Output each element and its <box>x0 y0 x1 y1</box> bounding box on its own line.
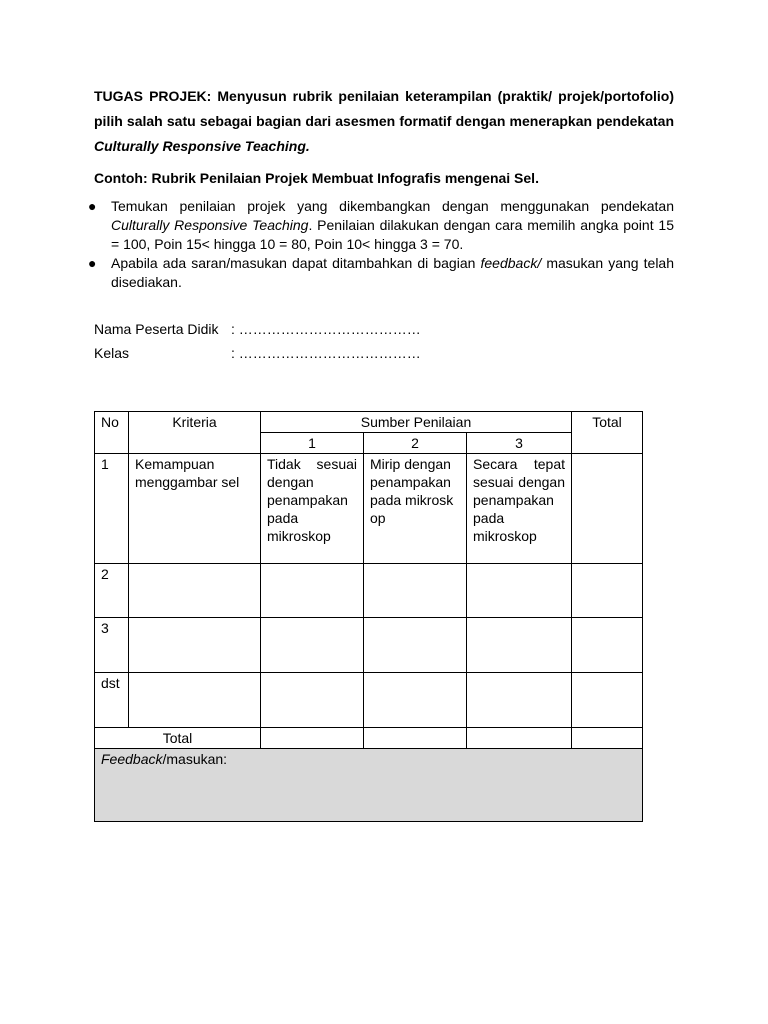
document-page <box>88 84 675 365</box>
task-emphasis: Culturally Responsive Teaching. <box>94 138 310 154</box>
table-row: 1 Kemampuan menggambar sel Tidak sesuai dengan penampakan pada mikroskop Mirip dengan penampakan pada mikroskop Secara tepat sesuai dengan penampakan pada mikroskop <box>95 454 643 564</box>
header-criteria: Kriteria <box>129 412 261 454</box>
rubric-table <box>94 411 643 822</box>
feedback-box: Feedback/masukan: <box>95 749 643 822</box>
header-total: Total <box>572 412 643 454</box>
table-row: 2 <box>95 564 643 618</box>
header-no: No <box>95 412 129 454</box>
task-text: Menyusun rubrik penilaian keterampilan (praktik/ projek/portofolio) pilih salah satu sebagai bagian dari asesmen formatif dengan menerapkan pendekatan <box>94 88 675 129</box>
student-name-label: Nama Peserta Didik <box>94 321 219 337</box>
bullet-icon: ● <box>88 198 97 214</box>
bullet-icon: ● <box>88 255 97 271</box>
header-source: Sumber Penilaian <box>261 412 572 433</box>
header-score-1: 1 <box>261 433 364 454</box>
table-row: dst <box>95 673 643 728</box>
table-row: 3 <box>95 618 643 673</box>
class-label: Kelas <box>94 345 130 361</box>
total-label: Total <box>95 728 261 749</box>
table-total-row <box>95 728 643 749</box>
table-header-row <box>95 412 643 433</box>
task-heading <box>94 84 674 159</box>
student-name-row <box>94 317 674 341</box>
header-score-3: 3 <box>467 433 572 454</box>
feedback-row <box>95 749 643 822</box>
example-title: Contoh: Rubrik Penilaian Projek Membuat Infografis mengenai Sel. <box>94 170 539 186</box>
student-fields <box>94 317 674 365</box>
header-score-2: 2 <box>364 433 467 454</box>
class-field: : ………………………………… <box>231 345 421 361</box>
instruction-item-1: ● Temukan penilaian projek yang dikembangkan dengan menggunakan pendekatan Culturally Responsive Teaching. Penilaian dilakukan dengan cara memilih angka point 15 = 100, Poin 15< hingga 10 = 80, Poin 10< hingga 3 = 70. <box>88 198 674 252</box>
task-label: TUGAS PROJEK: <box>94 88 212 104</box>
student-name-field: : ………………………………… <box>231 321 421 337</box>
instruction-item-2: ● Apabila ada saran/masukan dapat ditambahkan di bagian feedback/ masukan yang telah disediakan. <box>88 255 674 290</box>
instruction-list <box>88 197 674 292</box>
class-row <box>94 341 674 365</box>
